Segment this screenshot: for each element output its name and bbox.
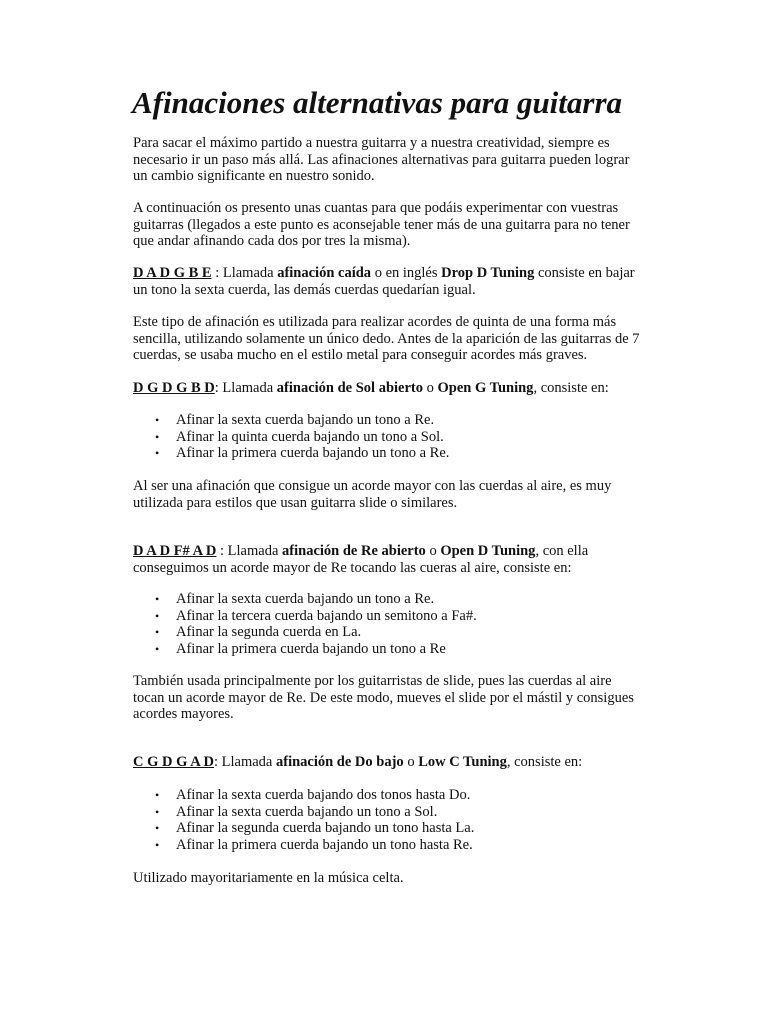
list-item	[133, 820, 645, 837]
open-d-text-1: : Llamada	[216, 543, 283, 559]
open-g-name: afinación de Sol abierto	[276, 380, 424, 396]
open-g-heading	[133, 380, 645, 397]
bullet-icon: •	[155, 625, 160, 639]
open-d-text-2: o	[425, 543, 441, 559]
low-c-note: Utilizado mayoritariamente en la música celta.	[133, 870, 404, 886]
step-text: Afinar la tercera cuerda bajando un semitono a Fa#.	[176, 607, 477, 624]
bullet-icon: •	[155, 837, 160, 852]
step-text: Afinar la segunda cuerda bajando un tono hasta La.	[176, 820, 475, 836]
bullet-icon: •	[155, 446, 160, 460]
bullet-icon: •	[155, 788, 160, 802]
low-c-heading	[133, 754, 645, 771]
open-d-heading	[133, 543, 645, 576]
open-g-steps	[133, 412, 645, 462]
list-item	[133, 445, 645, 462]
drop-d-notes: D A D G B E	[133, 265, 212, 281]
list-item	[133, 804, 645, 821]
open-g-text-3: , consiste en:	[533, 380, 609, 396]
bullet-icon: •	[155, 413, 160, 427]
drop-d-english-name: Drop D Tuning	[441, 265, 535, 281]
open-d-steps	[133, 591, 645, 657]
open-g-text-1: : Llamada	[214, 380, 277, 396]
low-c-text-1: : Llamada	[213, 754, 276, 770]
list-item	[133, 608, 645, 625]
bullet-icon: •	[155, 804, 160, 819]
step-text: Afinar la sexta cuerda bajando un tono a Re.	[176, 412, 435, 428]
open-g-english-name: Open G Tuning	[437, 380, 534, 396]
list-item	[133, 591, 645, 608]
low-c-text-3: , consiste en:	[506, 754, 583, 770]
intro-paragraph-1: Para sacar el máximo partido a nuestra guitarra y a nuestra creatividad, siempre es necesario ir un paso más allá. Las afinaciones alternativas para guitarra pueden lograr un cambio significante en nuestro sonido.	[133, 135, 630, 184]
drop-d-text-2: o en inglés	[371, 265, 442, 281]
list-item	[133, 429, 645, 446]
list-item	[133, 624, 645, 641]
intro-paragraph-2: A continuación os presento unas cuantas para que podáis experimentar con vuestras guitarras (llegados a este punto es aconsejable tener más de una guitarra para no tener que andar afinando cada dos por tres la misma).	[133, 200, 630, 249]
step-text: Afinar la primera cuerda bajando un tono a Re	[176, 640, 446, 657]
open-g-note: Al ser una afinación que consigue un acorde mayor con las cuerdas al aire, es muy utilizada para estilos que usan guitarra slide o similares.	[133, 478, 612, 511]
drop-d-text-3: consiste en bajar un tono la sexta cuerda, las demás cuerdas quedarían igual.	[133, 265, 635, 298]
open-g-notes: D G D G B D	[133, 380, 215, 396]
low-c-text-2: o	[403, 754, 419, 770]
list-item	[133, 641, 645, 658]
open-d-text-3: , con ella conseguimos un acorde mayor de Re tocando las cueras al aire, consiste en:	[133, 543, 589, 576]
list-item	[133, 412, 645, 429]
step-text: Afinar la sexta cuerda bajando dos tonos hasta Do.	[176, 787, 471, 803]
drop-d-text-1: : Llamada	[211, 265, 278, 281]
low-c-steps	[133, 787, 645, 853]
open-d-english-name: Open D Tuning	[440, 543, 536, 559]
low-c-notes: C G D G A D	[133, 754, 214, 770]
bullet-icon: •	[155, 821, 160, 835]
open-g-text-2: o	[423, 380, 438, 396]
open-d-name: afinación de Re abierto	[282, 543, 426, 559]
page-title: Afinaciones alternativas para guitarra	[132, 85, 623, 120]
low-c-english-name: Low C Tuning	[418, 754, 507, 770]
low-c-name: afinación de Do bajo	[275, 754, 404, 770]
step-text: Afinar la primera cuerda bajando un tono hasta Re.	[176, 836, 473, 853]
bullet-icon: •	[155, 641, 160, 656]
bullet-icon: •	[155, 608, 160, 623]
step-text: Afinar la sexta cuerda bajando un tono a Re.	[176, 591, 435, 607]
drop-d-name: afinación caída	[277, 265, 372, 281]
step-text: Afinar la sexta cuerda bajando un tono a Sol.	[176, 803, 438, 820]
step-text: Afinar la primera cuerda bajando un tono a Re.	[176, 445, 450, 461]
list-item	[133, 787, 645, 804]
step-text: Afinar la quinta cuerda bajando un tono a Sol.	[176, 428, 444, 445]
open-d-notes: D A D F# A D	[133, 543, 217, 559]
drop-d-heading	[133, 265, 645, 298]
bullet-icon: •	[155, 592, 160, 606]
drop-d-note: Este tipo de afinación es utilizada para realizar acordes de quinta de una forma más sencilla, utilizando solamente un único dedo. Antes de la aparición de las guitarras de 7 cuerdas, se usaba mucho en el estilo metal para conseguir acordes más graves.	[133, 314, 640, 363]
list-item	[133, 837, 645, 854]
step-text: Afinar la segunda cuerda en La.	[176, 624, 362, 640]
bullet-icon: •	[155, 429, 160, 444]
open-d-note: También usada principalmente por los guitarristas de slide, pues las cuerdas al aire tocan un acorde mayor de Re. De este modo, mueves el slide por el mástil y consigues acordes mayores.	[133, 673, 634, 722]
